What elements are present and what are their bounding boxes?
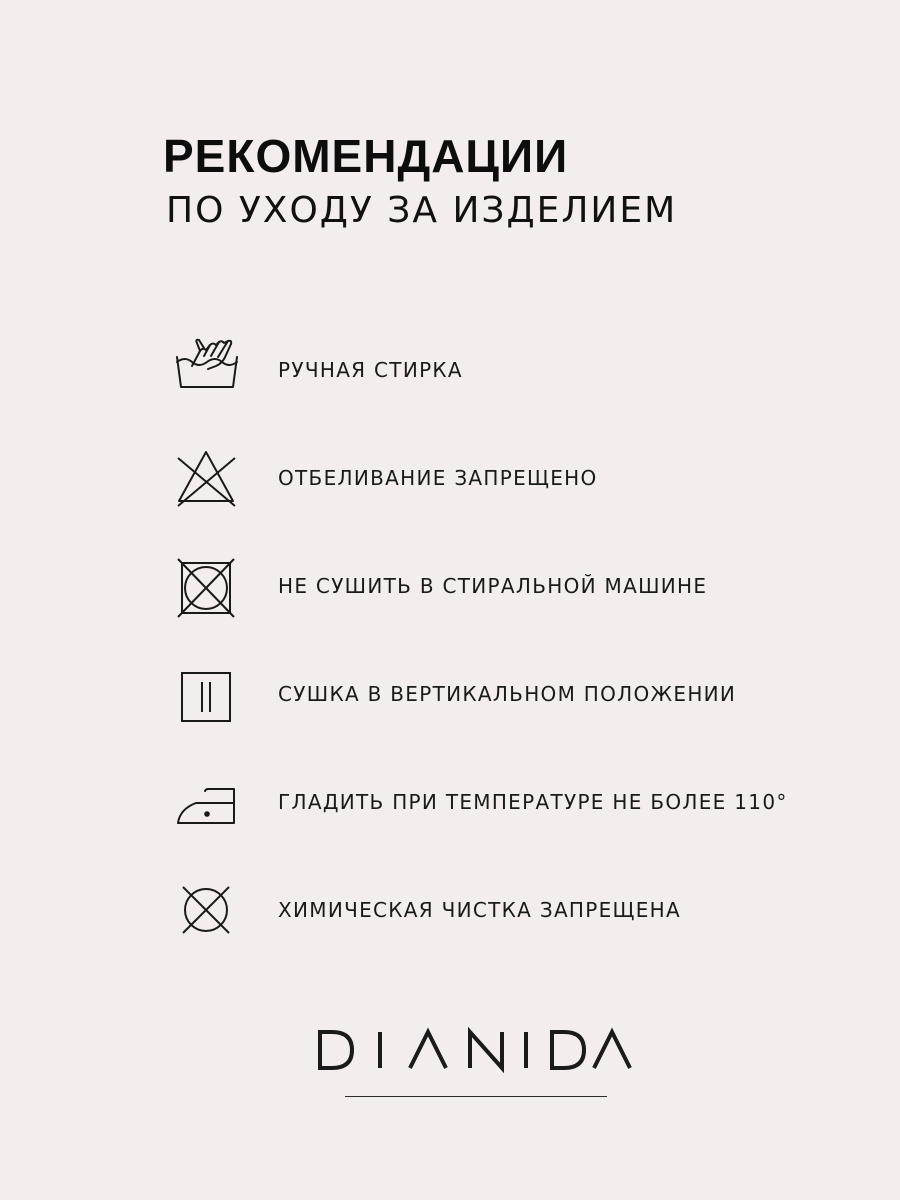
care-label-no-dry-clean: ХИМИЧЕСКАЯ ЧИСТКА ЗАПРЕЩЕНА <box>278 898 681 922</box>
vertical-dry-icon <box>170 659 242 729</box>
no-tumble-dry-icon <box>170 551 242 621</box>
hand-wash-icon <box>170 335 242 405</box>
no-dry-clean-icon <box>170 875 242 945</box>
care-label-no-tumble-dry: НЕ СУШИТЬ В СТИРАЛЬНОЙ МАШИНЕ <box>278 574 708 598</box>
care-label-no-bleach: ОТБЕЛИВАНИЕ ЗАПРЕЩЕНО <box>278 466 598 490</box>
care-item-no-tumble-dry <box>170 551 810 621</box>
care-label-iron-low: ГЛАДИТЬ ПРИ ТЕМПЕРАТУРЕ НЕ БОЛЕЕ 110° <box>278 790 788 814</box>
care-item-no-bleach <box>170 443 810 513</box>
page-title: РЕКОМЕНДАЦИИ <box>163 130 569 182</box>
iron-low-icon <box>170 767 242 837</box>
care-item-no-dry-clean <box>170 875 810 945</box>
care-item-iron-low <box>170 767 810 837</box>
care-label-hand-wash: РУЧНАЯ СТИРКА <box>278 358 463 382</box>
brand-logo <box>300 1020 645 1080</box>
care-item-hand-wash <box>170 335 810 405</box>
care-label-vertical-dry: СУШКА В ВЕРТИКАЛЬНОМ ПОЛОЖЕНИИ <box>278 682 737 706</box>
no-bleach-icon <box>170 443 242 513</box>
brand-underline <box>345 1096 607 1097</box>
care-item-vertical-dry <box>170 659 810 729</box>
page-subtitle: ПО УХОДУ ЗА ИЗДЕЛИЕМ <box>166 190 678 231</box>
